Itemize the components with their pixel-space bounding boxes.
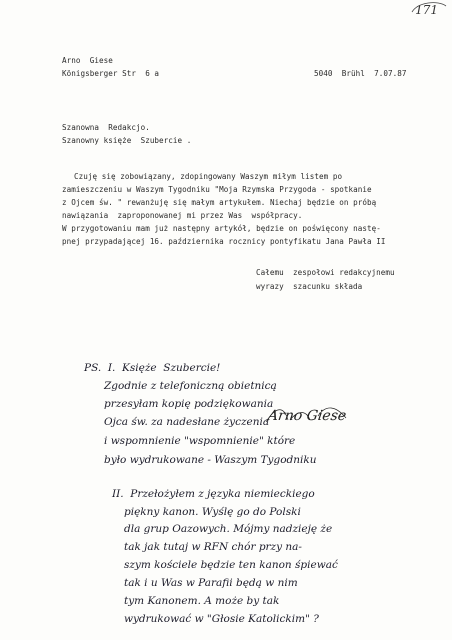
postscript-line: wydrukować w "Głosie Katolickim" ? [124,613,319,625]
body-line: W przygotowaniu mam już następny artykół, będzie on poświęcony nastę- [62,224,381,233]
closing-line-1: Całemu zespołowi redakcyjnemu [256,268,395,277]
body-line: Czuję się zobowiązany, zdopingowany Waszym miłym listem po [74,172,343,181]
body-line: pnej przypadającej 16. października rocznicy pontyfikatu Jana Pawła II [62,237,386,246]
place-date: 5040 Brühl 7.07.87 [314,69,407,78]
postscript-line: PS. I. Księże Szubercie! [84,362,221,374]
salutation-editors: Szanowna Redakcjo. [62,123,150,132]
signature-stroke [262,402,352,428]
sender-name: Arno Giese [62,56,113,65]
body-line: nawiązania zaproponowanej mi przez Was współpracy. [62,211,303,220]
postscript-line: Zgodnie z telefoniczną obietnicą [104,380,277,392]
postscript-line: piękny kanon. Wyślę go do Polski [124,506,301,518]
signature: Arno Giese [266,408,348,424]
postscript-line: przesyłam kopię podziękowania [104,398,274,410]
postscript-line: tym Kanonem. A może by tak [124,595,280,607]
postscript-line: tak jak tutaj w RFN chór przy na- [124,541,302,553]
sender-street: Königsberger Str 6 a [62,69,160,78]
closing-line-2: wyrazy szacunku składa [256,282,363,291]
postscript-line: szym kościele będzie ten kanon śpiewać [124,559,338,571]
postscript-line: Ojca św. za nadesłane życzenia [104,416,270,428]
postscript-line: tak i u Was w Parafii będą w nim [124,577,298,589]
postscript-line: dla grup Oazowych. Mójmy nadzieję że [124,523,333,535]
page-number: 171 [415,3,438,17]
salutation-priest: Szanowny księże Szubercie . [62,136,192,145]
postscript-line: było wydrukowane - Waszym Tygodniku [104,454,317,466]
postscript-line: i wspomnienie "wspomnienie" które [104,435,296,447]
body-line: zamieszczeniu w Waszym Tygodniku "Moja Rzymska Przygoda - spotkanie [62,185,372,194]
postscript-line: II. Przełożyłem z języka niemieckiego [112,488,315,500]
body-line: z Ojcem św. " rewanżuję się małym artykułem. Niechaj będzie on próbą [62,198,377,207]
page-number-scribble [408,0,448,18]
